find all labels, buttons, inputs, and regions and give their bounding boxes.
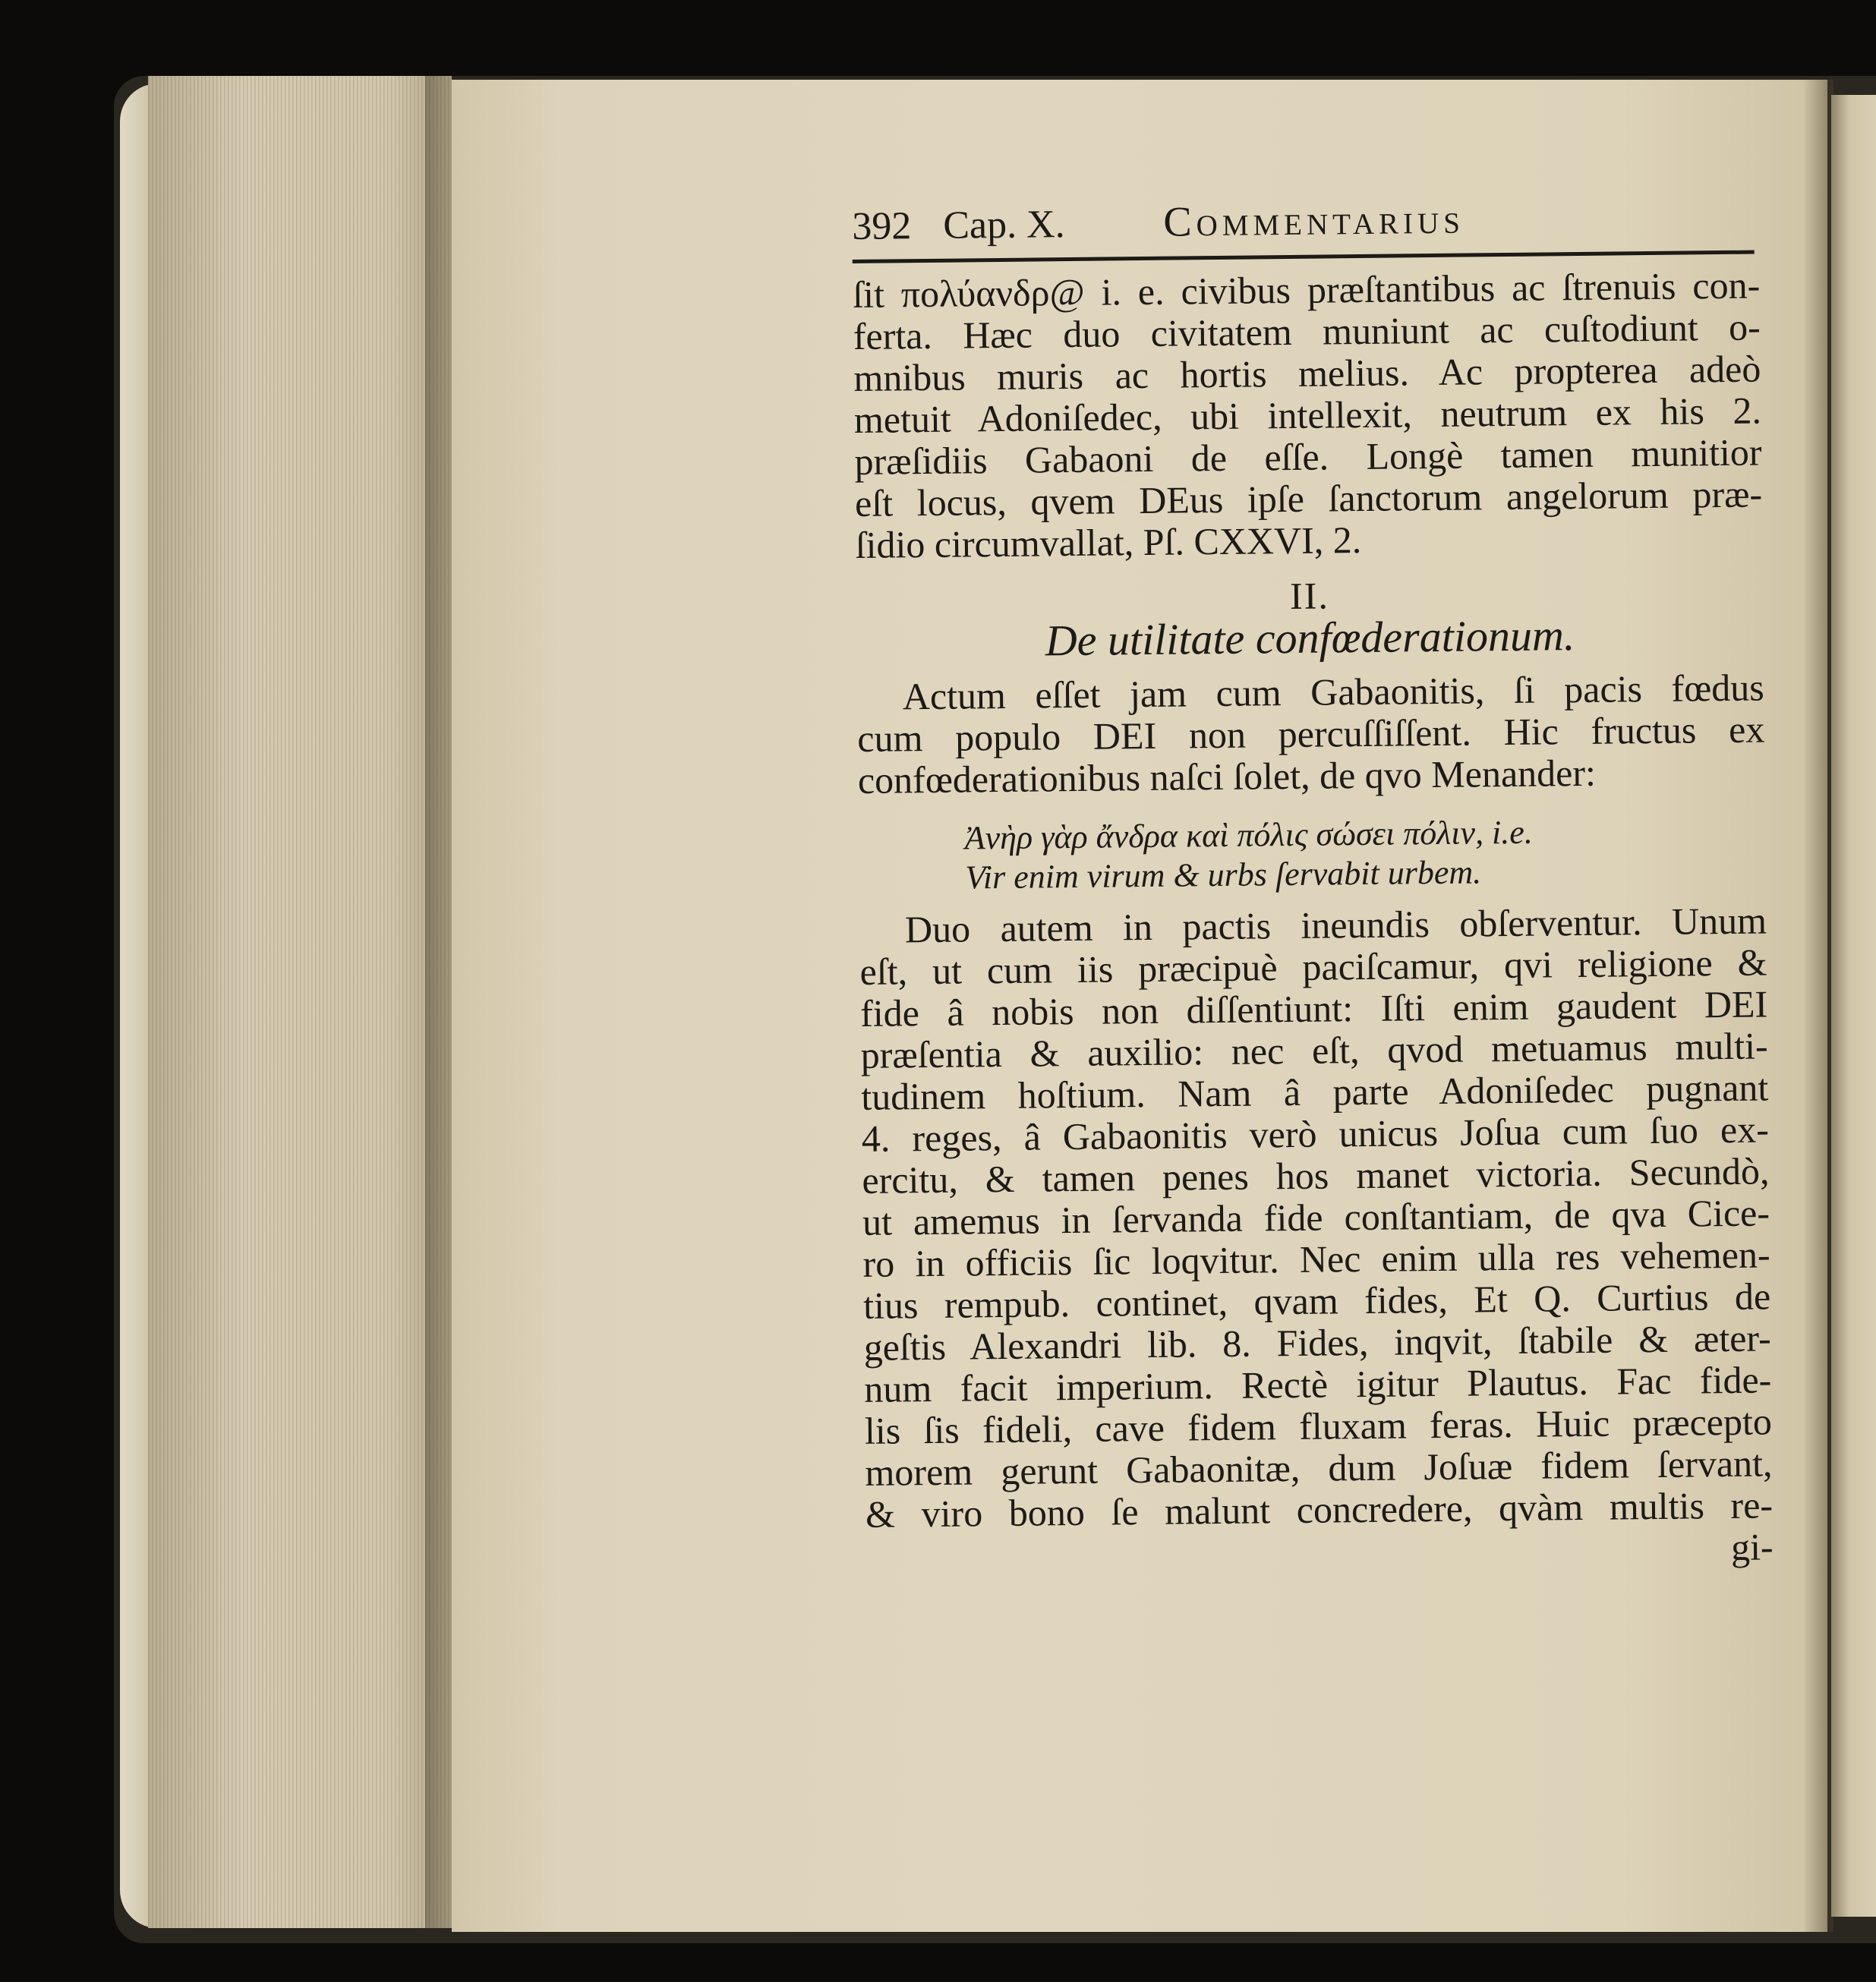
text-line: ercitu, & tamen penes hos manet victoria. Secundò, [862, 1149, 1770, 1202]
text-line: Duo autem in pactis ineundis obſerventur. Unum [904, 899, 1767, 951]
paragraph-3 [859, 900, 1774, 1577]
text-line: ro in officiis ſic loqvitur. Nec enim ulla res vehemen- [862, 1233, 1770, 1285]
page-number: 392 [852, 204, 912, 248]
section-number: II. [1289, 574, 1330, 617]
verse-quote [964, 810, 1766, 897]
text-line: præſidiis Gabaoni de eſſe. Longè tamen munitior [854, 430, 1762, 483]
text-line: ut amemus in ſervanda fide conſtantiam, de qva Cice- [862, 1191, 1770, 1243]
text-line: cum populo DEI non percuſſiſſent. Hic fructus ex [857, 707, 1765, 760]
text-line: tudinem hoſtium. Nam â parte Adoniſedec pugnant [861, 1066, 1769, 1118]
text-line: confœderationibus naſci ſolet, de qvo Menander: [857, 751, 1597, 802]
chapter-label: Cap. X. [942, 203, 1065, 247]
text-line: ferta. Hæc duo civitatem muniunt ac cuſtodiunt o- [853, 305, 1761, 358]
text-line: mnibus muris ac hortis melius. Ac propterea adeò [853, 347, 1761, 399]
verse-line-latin: Vir enim virum & urbs ſervabit urbem. [965, 853, 1482, 896]
text-line: fide â nobis non diſſentiunt: Iſti enim gaudent DEI [859, 982, 1768, 1035]
paragraph-2 [857, 666, 1766, 802]
text-line: metuit Adoniſedec, ubi intellexit, neutrum ex his 2. [853, 389, 1762, 441]
catchword: gi- [1730, 1525, 1774, 1568]
text-line: 4. reges, â Gabaonitis verò unicus Joſua cum ſuo ex- [861, 1108, 1770, 1160]
text-line: lis ſis fideli, cave fidem fluxam feras. Huic præcepto [864, 1400, 1773, 1452]
text-line: Actum eſſet jam cum Gabaonitis, ſi pacis fœdus [902, 666, 1765, 718]
verse-line-greek: Ἀνὴρ γὰρ ἄνδρα καὶ πόλις σώσει πόλιν, i.e. [964, 813, 1534, 857]
page-gutter [1803, 80, 1833, 1932]
header-rule [853, 251, 1755, 263]
text-line: ſidio circumvallat, Pſ. CXXVI, 2. [855, 518, 1362, 566]
text-line: eſt locus, qvem DEus ipſe ſanctorum angelorum præ- [854, 472, 1763, 525]
section-title: De utilitate confœderationum. [1045, 610, 1575, 666]
text-line: morem gerunt Gabaonitæ, dum Joſuæ fidem ſervant, [865, 1442, 1773, 1494]
text-line: præſentia & auxilio: nec eſt, qvod metuamus multi- [860, 1024, 1768, 1076]
page-text [852, 195, 1774, 1577]
text-line: num facit imperium. Rectè igitur Plautus. Fac fide- [864, 1358, 1772, 1410]
text-line: & viro bono ſe malunt concredere, qvàm multis re- [865, 1483, 1774, 1536]
running-title: Commentarius [1162, 195, 1465, 246]
paragraph-1 [853, 264, 1763, 566]
text-line: tius rempub. continet, qvam fides, Et Q. Curtius de [862, 1275, 1771, 1327]
text-line: ſit πολύανδρ@ i. e. civibus præſtantibus ac ſtrenuis con- [852, 263, 1761, 316]
text-line: geſtis Alexandri lib. 8. Fides, inqvit, ſtabile & æter- [863, 1316, 1771, 1369]
text-line: eſt, ut cum iis præcipuè paciſcamur, qvi religione & [859, 941, 1767, 993]
page-stack [148, 76, 452, 1928]
running-header [852, 195, 1760, 251]
facing-page-edge [1831, 95, 1876, 1917]
